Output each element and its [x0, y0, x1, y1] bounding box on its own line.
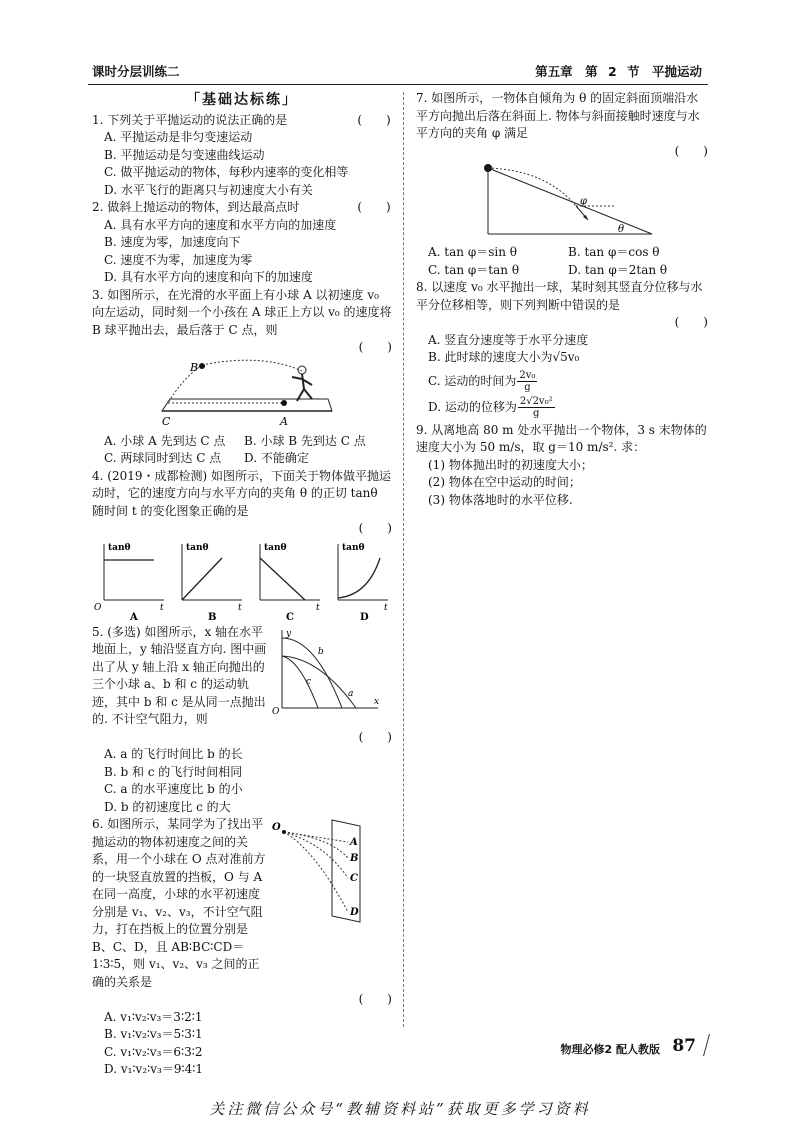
- q5-stem: 5. (多选) 如图所示，x 轴在水平地面上，y 轴沿竖直方向. 图中画出了从 y 轴上沿 x 轴正向抛出的三个小球 a、b 和 c 的运动轨迹，其中 b 和 c 是从同一点抛出的. 不计空气阻力，则: [92, 624, 267, 726]
- q4-xlabel: t: [384, 602, 388, 613]
- header-right: 第五章 第 2 节 平抛运动: [535, 64, 702, 79]
- question-5: [92, 624, 392, 817]
- q1-option-a: A. 平抛运动是非匀变速运动: [104, 130, 253, 144]
- footer-badge: 物理必修2 配人教版: [560, 1043, 660, 1056]
- q4-xlabel: t: [160, 602, 164, 613]
- q5-label-c: c: [306, 676, 312, 687]
- question-3: [92, 287, 392, 468]
- answer-paren: ( ): [358, 521, 392, 535]
- q7-option-a: A. tan φ＝sin θ: [428, 245, 517, 259]
- q3-option-b: B. 小球 B 先到达 C 点: [244, 433, 366, 448]
- answer-paren: ( ): [674, 143, 708, 158]
- q6-label-o: O: [272, 822, 281, 833]
- q4-ylabel: tanθ: [108, 542, 131, 553]
- question-8: [416, 279, 708, 419]
- q5-label-o: O: [272, 706, 280, 714]
- q4-graphs: [92, 540, 392, 622]
- q1-option-c: C. 做平抛运动的物体，每秒内速率的变化相等: [104, 165, 349, 179]
- q7-label-theta: θ: [618, 224, 625, 235]
- q3-label-c: C: [162, 414, 171, 428]
- question-7: [416, 90, 708, 279]
- q4-graph-b: [182, 543, 242, 622]
- q4-label-d: D: [360, 611, 369, 622]
- q7-option-b: B. tan φ＝cos θ: [568, 245, 660, 259]
- q4-ylabel: tanθ: [186, 542, 209, 553]
- q2-option-b: B. 速度为零，加速度向下: [104, 235, 241, 249]
- q8-option-d: D. 运动的位移为 $\frac{\text{2√2v₀²}}{g}$: [428, 395, 553, 419]
- q4-xlabel: t: [238, 602, 242, 613]
- q4-label-a: A: [130, 611, 138, 622]
- watermark: 关注微信公众号“教辅资料站”获取更多学习资料: [209, 1100, 591, 1118]
- answer-paren: ( ): [357, 112, 391, 127]
- q4-graph-c: [260, 543, 320, 622]
- q9-item-3: (3) 物体落地时的水平位移.: [428, 492, 573, 507]
- q7-option-d: D. tan φ＝2tan θ: [568, 262, 668, 277]
- q5-figure: [270, 624, 385, 714]
- q4-xlabel: t: [316, 602, 320, 613]
- left-column: [92, 90, 392, 1079]
- q4-stem: 4. (2019・成都检测) 如图所示，下面关于物体做平抛运动时，它的速度方向与水平方向的夹角 θ 的正切 tanθ 随时间 t 的变化图象正确的是: [92, 468, 391, 518]
- q7-figure: [416, 162, 708, 242]
- q8-option-a: A. 竖直分速度等于水平分速度: [428, 332, 589, 347]
- question-4: [92, 468, 392, 622]
- q5-option-b: B. b 和 c 的飞行时间相同: [104, 764, 243, 779]
- q3-stem: 3. 如图所示，在光滑的水平面上有小球 A 以初速度 v₀ 向左运动，同时刻一个小孩在 A 球正上方以 v₀ 的速度将 B 球平抛出去，最后落于 C 点，则: [92, 287, 392, 337]
- q1-stem: 1. 下列关于平抛运动的说法正确的是: [92, 112, 288, 127]
- column-divider: [403, 92, 404, 1027]
- q1-option-b: B. 平抛运动是匀变速曲线运动: [104, 147, 265, 162]
- q9-item-2: (2) 物体在空中运动的时间；: [428, 475, 581, 489]
- answer-paren: ( ): [358, 992, 392, 1006]
- answer-paren: ( ): [674, 315, 708, 329]
- q6-label-c: C: [350, 873, 358, 884]
- q5-label-y: y: [286, 628, 292, 639]
- question-2: [92, 199, 392, 287]
- q2-option-c: C. 速度不为零，加速度为零: [104, 252, 253, 267]
- q1-option-d: D. 水平飞行的距离只与初速度大小有关: [104, 182, 313, 197]
- q6-option-d: D. v₁∶v₂∶v₃＝9∶4∶1: [104, 1062, 203, 1076]
- q7-option-c: C. tan φ＝tan θ: [428, 262, 520, 277]
- q7-label-phi: φ: [580, 196, 588, 207]
- q6-label-a: A: [350, 837, 358, 848]
- q6-label-d: D: [350, 907, 359, 918]
- question-9: [416, 422, 708, 510]
- q8-option-b: B. 此时球的速度大小为√5v₀: [428, 350, 580, 364]
- q6-figure: [270, 816, 385, 926]
- answer-paren: ( ): [357, 200, 391, 214]
- answer-paren: ( ): [358, 340, 392, 354]
- q4-ylabel: tanθ: [342, 542, 365, 553]
- q6-option-b: B. v₁∶v₂∶v₃＝5∶3∶1: [104, 1027, 203, 1041]
- q3-figure: [92, 359, 392, 431]
- q7-stem: 7. 如图所示，一物体自倾角为 θ 的固定斜面顶端沿水平方向抛出后落在斜面上. 物体与斜面接触时速度与水平方向的夹角 φ 满足: [416, 91, 700, 140]
- header-left: 课时分层训练二: [92, 64, 180, 79]
- q8-option-c: C. 运动的时间为 $\frac{\text{2v₀}}{g}$: [428, 369, 536, 393]
- q5-label-x: x: [374, 696, 380, 707]
- q2-stem: 2. 做斜上抛运动的物体，到达最高点时: [92, 200, 300, 214]
- q5-label-b: b: [318, 646, 324, 657]
- q9-stem: 9. 从离地高 80 m 处水平抛出一个物体，3 s 末物体的速度大小为 50 m/s，取 g＝10 m/s². 求：: [416, 422, 707, 454]
- q5-option-d: D. b 的初速度比 c 的大: [104, 799, 231, 814]
- q6-option-c: C. v₁∶v₂∶v₃＝6∶3∶2: [104, 1044, 203, 1059]
- q4-graph-a: [94, 543, 164, 622]
- q5-option-a: A. a 的飞行时间比 b 的长: [104, 747, 243, 761]
- q2-option-a: A. 具有水平方向的速度和水平方向的加速度: [104, 217, 337, 232]
- right-column: [416, 90, 708, 509]
- question-1: [92, 112, 392, 200]
- q4-origin: O: [94, 602, 102, 613]
- q3-option-c: C. 两球同时到达 C 点: [104, 451, 222, 465]
- q5-label-a: a: [348, 688, 354, 699]
- q8-stem: 8. 以速度 v₀ 水平抛出一球，某时刻其竖直分位移与水平分位移相等，则下列判断中错误的是: [416, 280, 703, 312]
- page-slash: [703, 1034, 711, 1056]
- q4-label-c: C: [286, 611, 294, 622]
- q9-item-1: (1) 物体抛出时的初速度大小；: [428, 457, 593, 472]
- q3-label-b: B: [190, 360, 199, 374]
- q4-graph-d: [338, 543, 388, 622]
- q3-option-d: D. 不能确定: [244, 451, 309, 465]
- q6-label-b: B: [350, 853, 359, 864]
- q2-option-d: D. 具有水平方向的速度和向下的加速度: [104, 270, 313, 284]
- answer-paren: ( ): [358, 729, 392, 744]
- question-6: [92, 816, 392, 1079]
- q6-option-a: A. v₁∶v₂∶v₃＝3∶2∶1: [104, 1009, 203, 1024]
- q4-ylabel: tanθ: [264, 542, 287, 553]
- q6-stem: 6. 如图所示，某同学为了找出平抛运动的物体初速度之间的关系，用一个小球在 O 点对准前方的一块竖直放置的挡板，O 与 A 在同一高度，小球的水平初速度分别是 v₁、v₂、v₃，不计空气阻力，打在挡板上的位置分别是 B、C、D，且 AB∶BC∶CD＝1∶3∶5，则 v₁、v₂、v₃ 之间的正确的关系是: [92, 817, 266, 989]
- q3-label-a: A: [280, 414, 288, 428]
- q5-option-c: C. a 的水平速度比 b 的小: [104, 782, 243, 796]
- q4-label-b: B: [208, 611, 217, 622]
- page-number: 87: [672, 1036, 696, 1056]
- header-rule: [88, 84, 708, 85]
- q3-option-a: A. 小球 A 先到达 C 点: [104, 433, 226, 448]
- section-title: 「基础达标练」: [186, 92, 298, 108]
